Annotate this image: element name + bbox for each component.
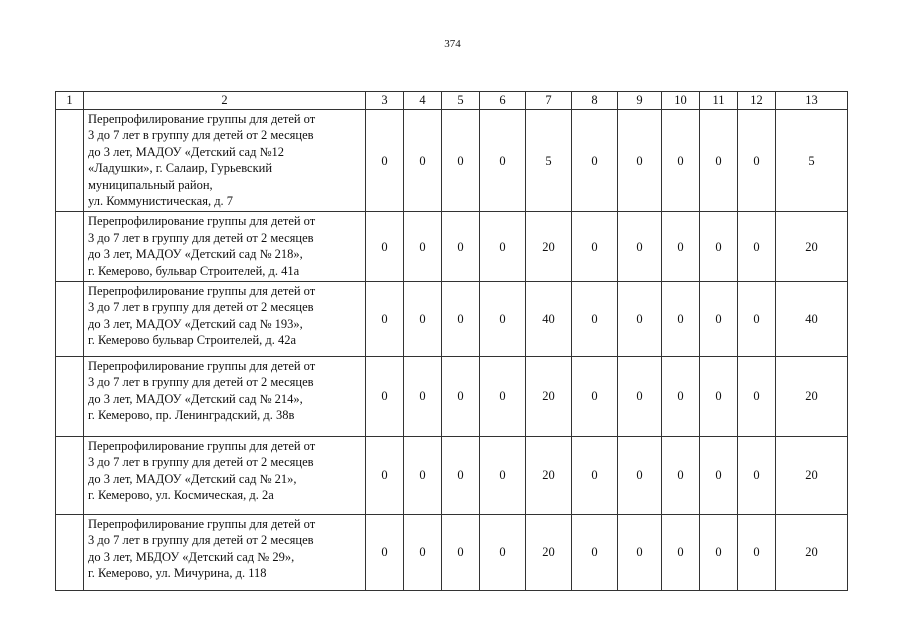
cell-value: 20 — [526, 357, 572, 437]
row-number — [56, 357, 84, 437]
cell-value: 0 — [404, 357, 442, 437]
column-header: 1 — [56, 92, 84, 110]
table-row — [56, 515, 848, 591]
cell-value: 0 — [662, 212, 700, 282]
column-header: 3 — [366, 92, 404, 110]
cell-value: 0 — [700, 437, 738, 515]
row-number — [56, 110, 84, 212]
cell-value: 0 — [366, 282, 404, 357]
table-row — [56, 212, 848, 282]
row-number — [56, 515, 84, 591]
cell-value: 0 — [738, 437, 776, 515]
cell-value: 0 — [366, 212, 404, 282]
cell-value: 20 — [526, 212, 572, 282]
cell-value: 0 — [442, 515, 480, 591]
cell-value: 0 — [572, 110, 618, 212]
table-row — [56, 437, 848, 515]
cell-value: 0 — [572, 515, 618, 591]
page-number: 374 — [444, 38, 461, 50]
cell-value: 5 — [526, 110, 572, 212]
cell-value: 0 — [366, 515, 404, 591]
cell-value: 0 — [480, 212, 526, 282]
cell-value: 0 — [662, 515, 700, 591]
cell-value: 0 — [480, 437, 526, 515]
cell-value: 0 — [700, 282, 738, 357]
cell-value: 0 — [442, 282, 480, 357]
cell-value: 40 — [776, 282, 848, 357]
data-table — [55, 91, 848, 591]
column-header: 6 — [480, 92, 526, 110]
cell-value: 0 — [404, 212, 442, 282]
cell-value: 0 — [480, 357, 526, 437]
cell-value: 0 — [700, 357, 738, 437]
column-header: 2 — [84, 92, 366, 110]
cell-value: 0 — [404, 282, 442, 357]
cell-value: 20 — [776, 515, 848, 591]
cell-value: 0 — [700, 212, 738, 282]
cell-value: 0 — [572, 437, 618, 515]
row-description: Перепрофилирование группы для детей от 3 до 7 лет в группу для детей от 2 месяцев до 3 лет, МБДОУ «Детский сад № 29», г. Кемерово, ул. Мичурина, д. 118 — [84, 515, 366, 591]
cell-value: 0 — [366, 437, 404, 515]
cell-value: 0 — [572, 357, 618, 437]
cell-value: 40 — [526, 282, 572, 357]
cell-value: 0 — [442, 437, 480, 515]
cell-value: 0 — [738, 515, 776, 591]
cell-value: 0 — [618, 282, 662, 357]
cell-value: 0 — [618, 437, 662, 515]
cell-value: 0 — [442, 110, 480, 212]
table-row — [56, 110, 848, 212]
column-header: 9 — [618, 92, 662, 110]
cell-value: 0 — [738, 357, 776, 437]
cell-value: 5 — [776, 110, 848, 212]
table-row — [56, 357, 848, 437]
header-row — [56, 92, 848, 110]
cell-value: 0 — [662, 437, 700, 515]
column-header: 5 — [442, 92, 480, 110]
row-description: Перепрофилирование группы для детей от 3 до 7 лет в группу для детей от 2 месяцев до 3 лет, МАДОУ «Детский сад № 218», г. Кемерово, бульвар Строителей, д. 41а — [84, 212, 366, 282]
row-description: Перепрофилирование группы для детей от 3 до 7 лет в группу для детей от 2 месяцев до 3 лет, МАДОУ «Детский сад №12 «Ладушки», г. Салаир, Гурьевский муниципальный район, ул. Коммунистическая, д. 7 — [84, 110, 366, 212]
column-header: 10 — [662, 92, 700, 110]
cell-value: 0 — [662, 282, 700, 357]
cell-value: 0 — [366, 110, 404, 212]
cell-value: 0 — [618, 515, 662, 591]
table-row — [56, 282, 848, 357]
cell-value: 20 — [776, 212, 848, 282]
cell-value: 0 — [404, 437, 442, 515]
column-header: 8 — [572, 92, 618, 110]
cell-value: 0 — [700, 110, 738, 212]
column-header: 12 — [738, 92, 776, 110]
cell-value: 0 — [738, 282, 776, 357]
cell-value: 0 — [404, 515, 442, 591]
cell-value: 0 — [618, 357, 662, 437]
cell-value: 0 — [662, 357, 700, 437]
column-header: 11 — [700, 92, 738, 110]
row-description: Перепрофилирование группы для детей от 3 до 7 лет в группу для детей от 2 месяцев до 3 лет, МАДОУ «Детский сад № 21», г. Кемерово, ул. Космическая, д. 2а — [84, 437, 366, 515]
cell-value: 0 — [662, 110, 700, 212]
row-description: Перепрофилирование группы для детей от 3 до 7 лет в группу для детей от 2 месяцев до 3 лет, МАДОУ «Детский сад № 193», г. Кемерово бульвар Строителей, д. 42а — [84, 282, 366, 357]
cell-value: 0 — [700, 515, 738, 591]
cell-value: 0 — [366, 357, 404, 437]
cell-value: 0 — [738, 212, 776, 282]
cell-value: 20 — [526, 437, 572, 515]
row-number — [56, 282, 84, 357]
column-header: 7 — [526, 92, 572, 110]
cell-value: 20 — [526, 515, 572, 591]
column-header: 4 — [404, 92, 442, 110]
cell-value: 0 — [404, 110, 442, 212]
cell-value: 0 — [618, 110, 662, 212]
cell-value: 0 — [480, 282, 526, 357]
row-description: Перепрофилирование группы для детей от 3 до 7 лет в группу для детей от 2 месяцев до 3 лет, МАДОУ «Детский сад № 214», г. Кемерово, пр. Ленинградский, д. 38в — [84, 357, 366, 437]
cell-value: 0 — [442, 212, 480, 282]
cell-value: 0 — [738, 110, 776, 212]
cell-value: 0 — [480, 515, 526, 591]
cell-value: 0 — [442, 357, 480, 437]
column-header: 13 — [776, 92, 848, 110]
cell-value: 0 — [618, 212, 662, 282]
cell-value: 0 — [572, 282, 618, 357]
cell-value: 0 — [572, 212, 618, 282]
cell-value: 20 — [776, 357, 848, 437]
row-number — [56, 212, 84, 282]
cell-value: 20 — [776, 437, 848, 515]
cell-value: 0 — [480, 110, 526, 212]
row-number — [56, 437, 84, 515]
